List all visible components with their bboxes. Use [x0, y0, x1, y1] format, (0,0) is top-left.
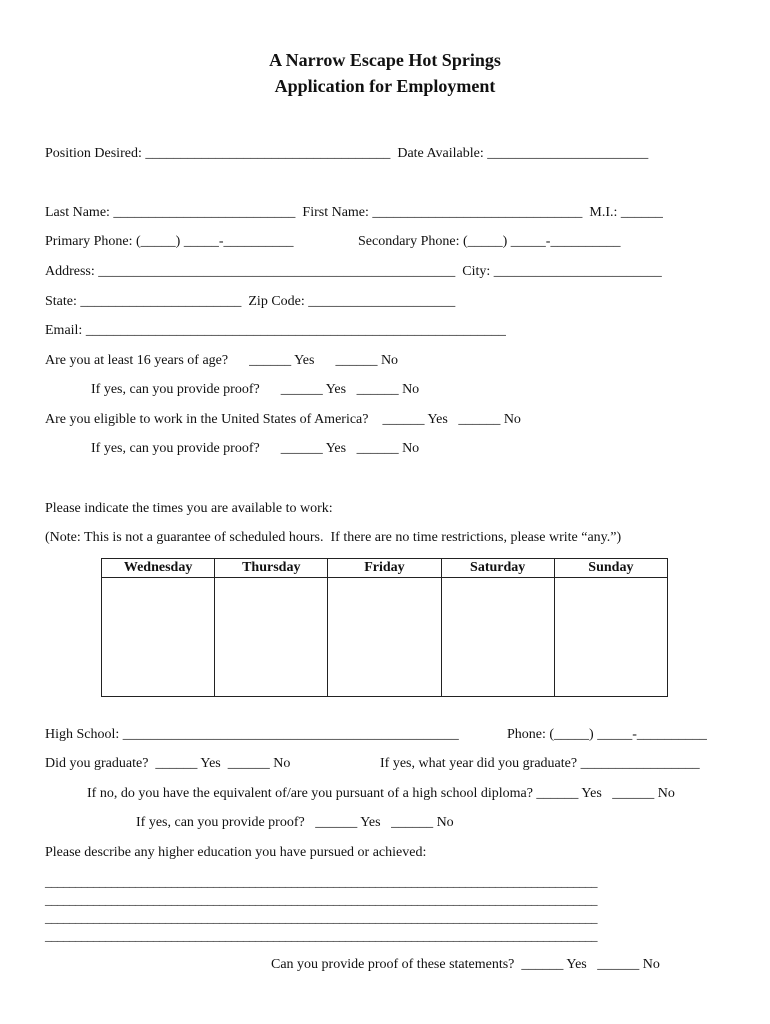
high-school-phone-line[interactable]: Phone: (_____) _____-__________ [507, 727, 707, 742]
secondary-phone-line[interactable]: Secondary Phone: (_____) _____-__________ [358, 234, 621, 249]
availability-cell-saturday[interactable] [441, 578, 554, 697]
age-proof-question[interactable]: If yes, can you provide proof? ______ Yes ______ No [91, 382, 420, 397]
age-question[interactable]: Are you at least 16 years of age? ______ Yes ______ No [45, 353, 399, 368]
state-zip-line[interactable]: State: _______________________ Zip Code: _____________________ [45, 294, 456, 309]
graduate-question[interactable]: Did you graduate? ______ Yes ______ No [45, 756, 291, 771]
availability-note: (Note: This is not a guarantee of scheduled hours. If there are no time restrictions, please write “any.”) [45, 530, 622, 545]
day-header-wednesday: Wednesday [102, 559, 215, 578]
higher-education-blank-3[interactable]: ____________________________________________________________________________________________ [45, 910, 597, 925]
day-header-thursday: Thursday [215, 559, 328, 578]
high-school-line[interactable]: High School: ________________________________________________ [45, 727, 459, 742]
day-header-sunday: Sunday [554, 559, 667, 578]
eligibility-question[interactable]: Are you eligible to work in the United States of America? ______ Yes ______ No [45, 412, 521, 427]
name-line[interactable]: Last Name: __________________________ First Name: ______________________________ M.I.: ______ [45, 205, 663, 220]
higher-education-blank-4[interactable]: ____________________________________________________________________________________________ [45, 928, 597, 943]
equivalent-question[interactable]: If no, do you have the equivalent of/are you pursuant of a high school diploma? ______ Yes ______ No [87, 786, 675, 801]
higher-education-blank-2[interactable]: ____________________________________________________________________________________________ [45, 892, 597, 907]
email-line[interactable]: Email: ____________________________________________________________ [45, 323, 506, 338]
higher-education-prompt: Please describe any higher education you have pursued or achieved: [45, 845, 427, 860]
availability-instruction: Please indicate the times you are available to work: [45, 501, 333, 516]
equivalent-proof-question[interactable]: If yes, can you provide proof? ______ Yes ______ No [136, 815, 454, 830]
day-header-saturday: Saturday [441, 559, 554, 578]
availability-cell-wednesday[interactable] [102, 578, 215, 697]
availability-table [101, 558, 668, 697]
position-date-line[interactable]: Position Desired: ___________________________________ Date Available: _______________________ [45, 146, 649, 161]
graduation-year-line[interactable]: If yes, what year did you graduate? _________________ [380, 756, 700, 771]
statements-proof-question[interactable]: Can you provide proof of these statements? ______ Yes ______ No [271, 957, 660, 972]
address-city-line[interactable]: Address: ___________________________________________________ City: ________________________ [45, 264, 662, 279]
day-header-friday: Friday [328, 559, 441, 578]
availability-cell-friday[interactable] [328, 578, 441, 697]
availability-cell-thursday[interactable] [215, 578, 328, 697]
primary-phone-line[interactable]: Primary Phone: (_____) _____-__________ [45, 234, 294, 249]
form-title: A Narrow Escape Hot Springs [269, 50, 501, 70]
availability-cell-sunday[interactable] [554, 578, 667, 697]
form-subtitle: Application for Employment [274, 76, 496, 96]
eligibility-proof-question[interactable]: If yes, can you provide proof? ______ Yes ______ No [91, 441, 420, 456]
higher-education-blank-1[interactable]: ____________________________________________________________________________________________ [45, 874, 597, 889]
